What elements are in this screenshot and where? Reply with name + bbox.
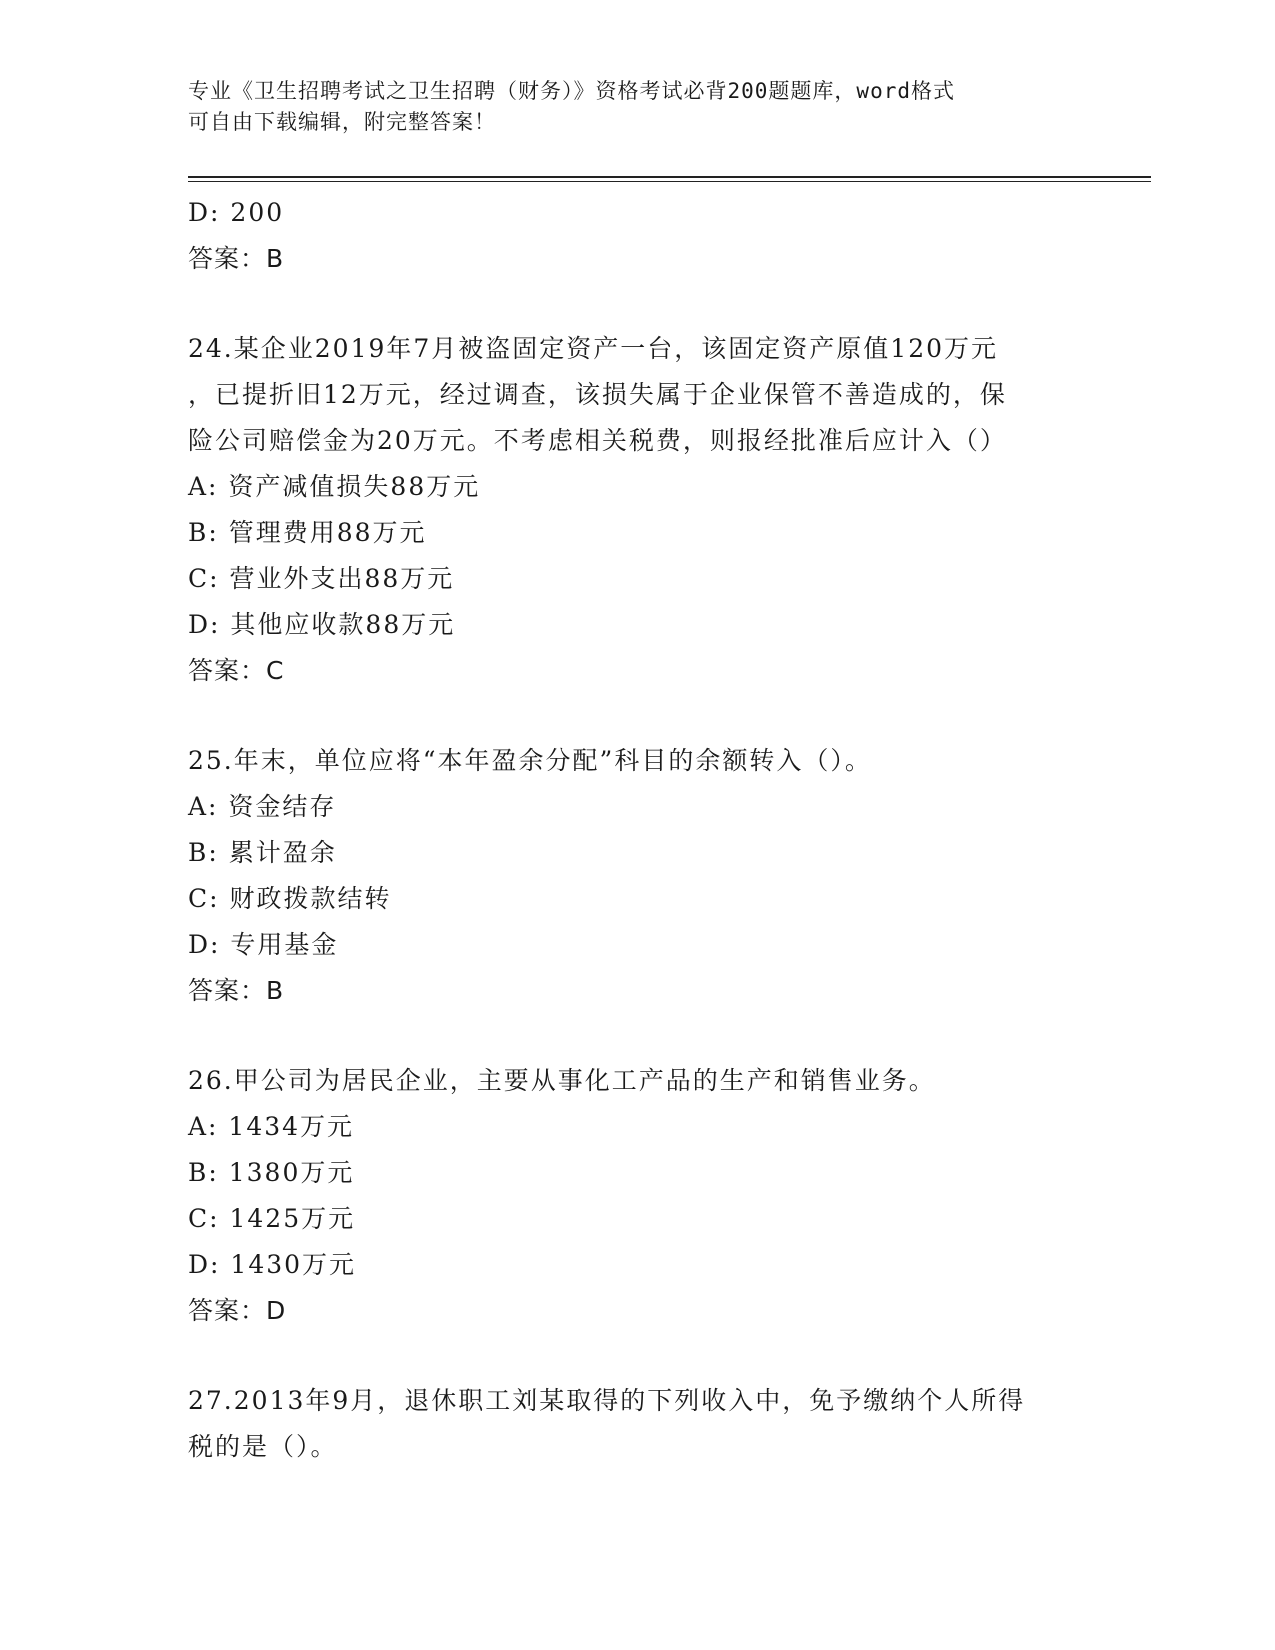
answer-label: 答案：D	[188, 1296, 287, 1325]
question-23-tail	[188, 190, 1088, 282]
spacer	[188, 282, 1088, 326]
answer-label: 答案：B	[188, 976, 285, 1005]
document-header	[188, 76, 1068, 138]
option-c: C: 营业外支出88万元	[188, 564, 455, 593]
question-25	[188, 738, 1088, 1014]
question-list	[188, 190, 1088, 1470]
question-stem-line: 税的是（）。	[188, 1432, 338, 1461]
option-a: A: 资产减值损失88万元	[188, 472, 481, 501]
question-stem-line: 险公司赔偿金为20万元。不考虑相关税费，则报经批准后应计入（）	[188, 426, 1007, 455]
header-title-line-1: 专业《卫生招聘考试之卫生招聘（财务）》资格考试必背200题题库，word格式	[188, 79, 955, 103]
header-title-line-2: 可自由下载编辑，附完整答案！	[188, 110, 496, 134]
option-b: B: 累计盈余	[188, 838, 337, 867]
option-d: D: 其他应收款88万元	[188, 610, 456, 639]
option-d: D: 1430万元	[188, 1250, 357, 1279]
question-24	[188, 326, 1088, 694]
option-d: D: 专用基金	[188, 930, 339, 959]
spacer	[188, 1014, 1088, 1058]
question-stem-line: 27.2013年9月，退休职工刘某取得的下列收入中，免予缴纳个人所得	[188, 1386, 1026, 1415]
question-stem-line: ，已提折旧12万元，经过调查，该损失属于企业保管不善造成的，保	[188, 380, 1007, 409]
option-c: C: 1425万元	[188, 1204, 356, 1233]
option-a: A: 1434万元	[188, 1112, 355, 1141]
question-stem-line: 26.甲公司为居民企业，主要从事化工产品的生产和销售业务。	[188, 1066, 936, 1095]
question-stem-line: 25.年末，单位应将“本年盈余分配”科目的余额转入（）。	[188, 746, 872, 775]
answer-label: 答案：B	[188, 244, 285, 273]
question-27	[188, 1378, 1088, 1470]
option-b: B: 管理费用88万元	[188, 518, 427, 547]
option-c: C: 财政拨款结转	[188, 884, 392, 913]
question-26	[188, 1058, 1088, 1334]
header-divider	[188, 176, 1151, 182]
spacer	[188, 1334, 1088, 1378]
question-stem-line: 24.某企业2019年7月被盗固定资产一台，该固定资产原值120万元	[188, 334, 999, 363]
answer-label: 答案：C	[188, 656, 285, 685]
option-d: D: 200	[188, 198, 285, 227]
option-a: A: 资金结存	[188, 792, 337, 821]
option-b: B: 1380万元	[188, 1158, 355, 1187]
spacer	[188, 694, 1088, 738]
